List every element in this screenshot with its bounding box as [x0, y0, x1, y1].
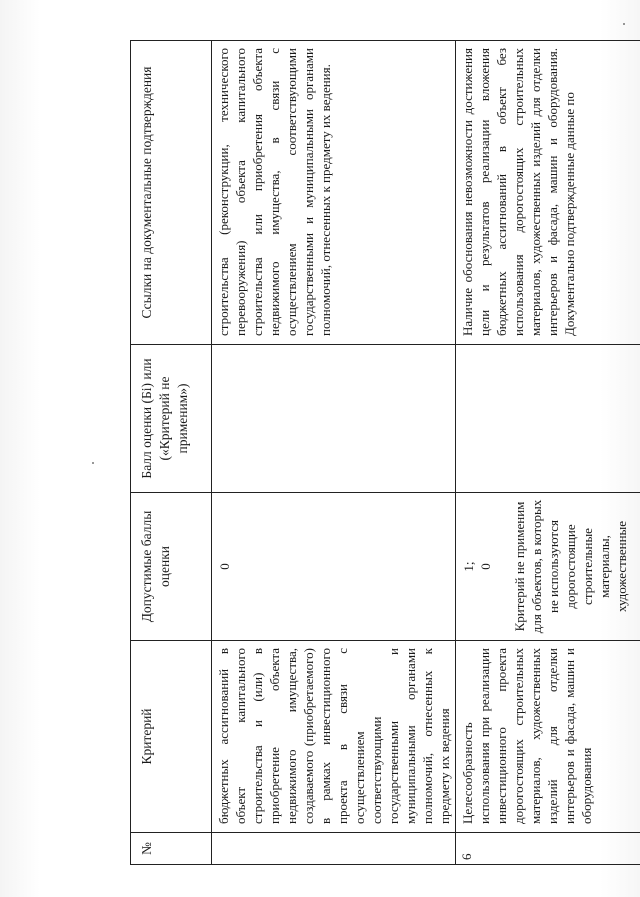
- header-references: Ссылки на документальные подтверждения: [131, 41, 212, 345]
- header-num: №: [131, 833, 212, 865]
- allowed-score-value: 1;: [461, 561, 476, 572]
- score-cell: [212, 345, 456, 493]
- header-criterion: Критерий: [131, 641, 212, 833]
- scan-speck: [623, 23, 625, 25]
- references-cell: [212, 41, 456, 345]
- criterion-text: Целесообразность использования при реализации инвестиционного проекта дорогостоящих строительных материалов, художественных изделий для отделки интерьеров и фасада, машин и оборудования: [460, 648, 594, 824]
- header-allowed-scores: Допустимые баллы оценки: [131, 493, 212, 641]
- table-row: [212, 41, 456, 865]
- allowed-score-value: 0: [478, 563, 493, 570]
- score-cell: [456, 345, 640, 493]
- criterion-cell: [212, 641, 456, 833]
- allowed-scores-cell: [212, 493, 456, 641]
- allowed-scores-cell: [456, 493, 640, 641]
- references-cell: [456, 41, 640, 345]
- table-row: [456, 41, 640, 865]
- scan-speck: [92, 462, 94, 464]
- table-header-row: [131, 41, 212, 865]
- references-text: строительства (реконструкции, технического перевооружения) объекта капитального строительства или приобретения объекта недвижимого имущества, в связи с осуществлением соответствующими государственными и муниципальными органами полномочий, отнесенных к предмету их ведения.: [216, 48, 333, 336]
- criterion-text: бюджетных ассигнований в объект капитального строительства и (или) в приобретение объекта недвижимого имущества, создаваемого (приобретаемого) в рамках инвестиционного проекта в связи с осуществлением соответствующими государственными и муниципальными органами полномочий, отнесенных к предмету их ведения: [216, 648, 452, 824]
- row-number: 6: [456, 833, 640, 865]
- header-score: Балл оценки (Бi) или («Критерий не применим»): [131, 345, 212, 493]
- allowed-score-note: Критерий не применим для объектов, в которых не используются дорогостоящие строительные материалы, художественные: [512, 499, 629, 634]
- allowed-score-value: 0: [217, 563, 232, 570]
- rotated-page-content: [130, 41, 629, 865]
- criterion-cell: [456, 641, 640, 833]
- references-text: Наличие обоснования невозможности достижения цели и результатов реализации вложения бюджетных ассигнований в объект без использования дорогостоящих строительных материалов, художественных изделий для отделки интерьеров и фасада, машин и оборудования. Документально подтвержденные данные по: [460, 48, 577, 336]
- row-number: [212, 833, 456, 865]
- criteria-table: [130, 40, 640, 865]
